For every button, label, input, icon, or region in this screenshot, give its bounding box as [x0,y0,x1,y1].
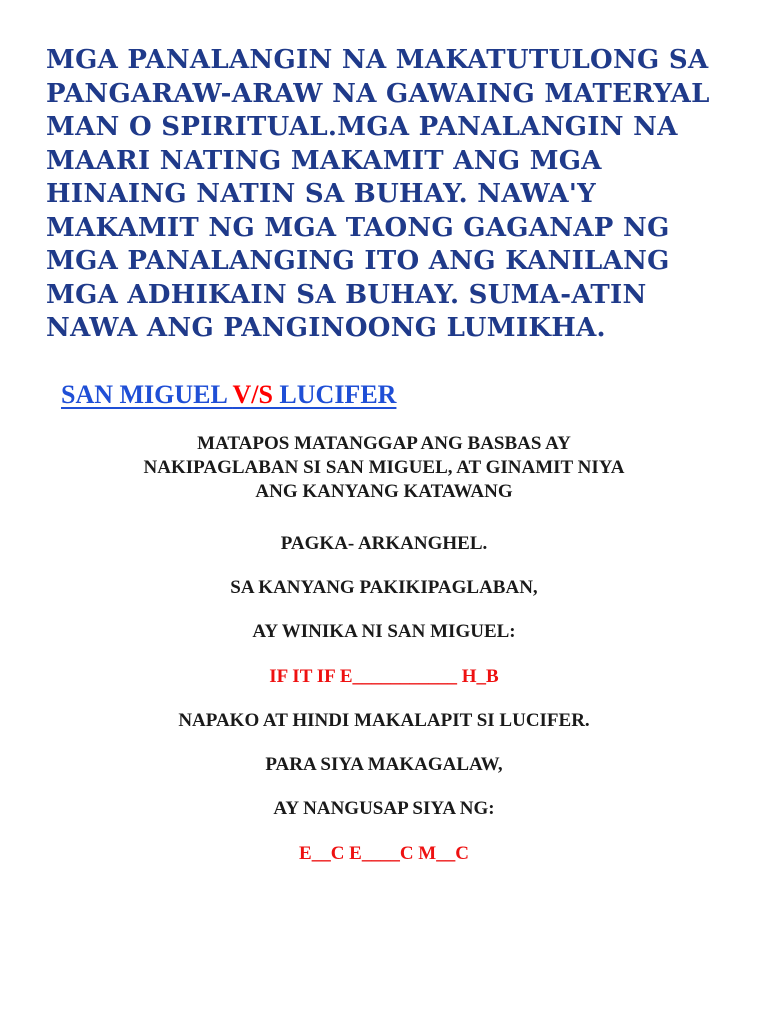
incantation-line [0,842,768,866]
intro-line: MAN O SPIRITUAL.MGA PANALANGIN NA [46,112,678,142]
body-line: SA KANYANG PAKIKIPAGLABAN, [230,577,538,598]
incantation-text: E__C E____C M__C [299,843,469,864]
intro-line: MAKAMIT NG MGA TAONG GAGANAP NG [46,212,670,243]
body-paragraph [0,532,768,556]
body-paragraph [0,709,768,733]
heading-right-text: LUCIFER [272,380,397,409]
body-line: ANG KANYANG KATAWANG [255,481,513,502]
body-line: MATAPOS MATANGGAP ANG BASBAS AY [197,433,571,454]
body-line: AY WINIKA NI SAN MIGUEL: [252,621,516,642]
intro-line: MGA ADHIKAIN SA BUHAY. SUMA-ATIN [46,279,647,310]
body-line: PARA SIYA MAKAGALAW, [265,754,503,775]
incantation-text: IF IT IF E___________ H_B [269,666,499,687]
intro-line: MGA PANALANGING ITO ANG KANILANG [46,246,670,276]
body-line: AY NANGUSAP SIYA NG: [273,798,495,819]
body-paragraph [0,620,768,644]
intro-line: HINAING NATIN SA BUHAY. NAWA'Y [46,179,596,209]
intro-line: NAWA ANG PANGINOONG LUMIKHA. [46,313,606,343]
body-line: NAKIPAGLABAN SI SAN MIGUEL, AT GINAMIT NIYA [143,457,625,478]
intro-line: MGA PANALANGIN NA MAKATUTULONG SA [46,45,709,75]
body-paragraph [0,576,768,600]
heading-left-text: SAN MIGUEL [61,380,233,409]
body-paragraph [0,797,768,821]
body-paragraph [0,432,768,504]
body-line: PAGKA- ARKANGHEL. [280,533,488,554]
intro-paragraph [46,44,746,346]
heading-vs-text: V/S [232,380,273,409]
body-line: NAPAKO AT HINDI MAKALAPIT SI LUCIFER. [178,710,590,731]
body-paragraph [0,753,768,777]
section-heading [61,378,396,412]
intro-line: PANGARAW-ARAW NA GAWAING MATERYAL [46,78,710,109]
incantation-line [0,665,768,689]
intro-line: MAARI NATING MAKAMIT ANG MGA [46,145,602,176]
